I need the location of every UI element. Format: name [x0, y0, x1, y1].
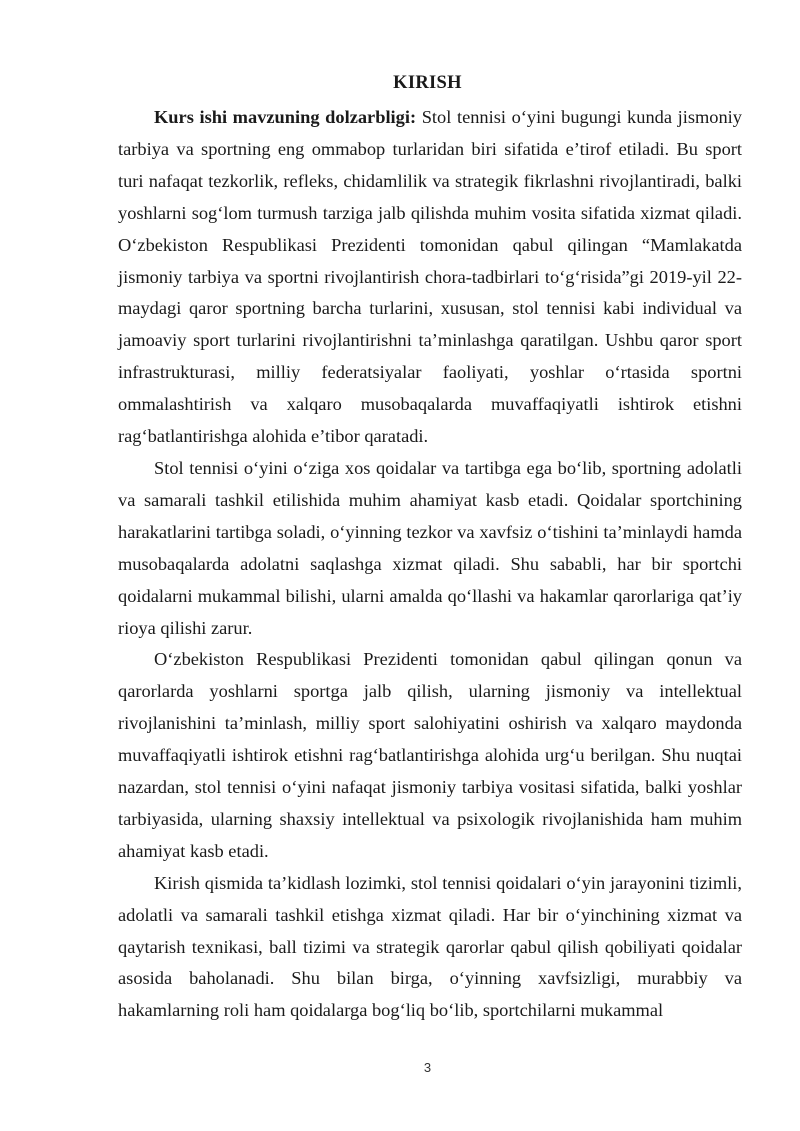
paragraph-laws: O‘zbekiston Respublikasi Prezidenti tomonidan qabul qilingan qonun va qarorlarda yoshlarni sportga jalb qilish, ularning jismoniy va intellektual rivojlanishini ta’minlash, milliy sport salohiyatini oshirish va xalqaro maydonda muvaffaqiyatli ishtirok etishni rag‘batlantirishga alohida urg‘u berilgan. Shu nuqtai nazardan, stol tennisi o‘yini nafaqat jismoniy tarbiya vositasi sifatida, balki yoshlar tarbiyasida, ularning shaxsiy intellektual va psixologik rivojlanishida ham muhim ahamiyat kasb etadi.	[118, 649, 742, 861]
paragraph-rules: Stol tennisi o‘yini o‘ziga xos qoidalar va tartibga ega bo‘lib, sportning adolatli va samarali tashkil etilishida muhim ahamiyat kasb etadi. Qoidalar sportchining harakatlarini tartibga soladi, o‘yinning tezkor va xavfsiz o‘tishini ta’minlaydi hamda musobaqalarda adolatni saqlashga xizmat qiladi. Shu sababli, har bir sportchi qoidalarni mukammal bilishi, ularni amalda qo‘llashi va hakamlar qarorlariga qat’iy rioya qilishi zarur.	[118, 457, 742, 638]
body-text	[118, 102, 742, 1027]
page-number: 3	[423, 1060, 432, 1075]
paragraph-text: Stol tennisi o‘yini bugungi kunda jismoniy tarbiya va sportning eng ommabop turlaridan biri sifatida e’tirof etiladi. Bu sport turi nafaqat tezkorlik, refleks, chidamlilik va strategik fikrlashni rivojlantiradi, balki yoshlarni sog‘lom turmush tarziga jalb qilishda muhim vosita sifatida xizmat qiladi. O‘zbekiston Respublikasi Prezidenti tomonidan qabul qilingan “Mamlakatda jismoniy tarbiya va sportni rivojlantirish chora-tadbirlari to‘g‘risida”gi 2019-yil 22-maydagi qaror sportning barcha turlarini, xususan, stol tennisi kabi individual va jamoaviy sport turlarini rivojlantirishni ta’minlashga qaratilgan. Ushbu qaror sport infrastrukturasi, milliy federatsiyalar faoliyati, yoshlar o‘rtasida sportni ommalashtirish va xalqaro musobaqalarda muvaffaqiyatli ishtirok etishni rag‘batlantirishga alohida e’tibor qaratadi.	[118, 107, 742, 447]
paragraph-introduction: Kirish qismida ta’kidlash lozimki, stol tennisi qoidalari o‘yin jarayonini tizimli, adolatli va samarali tashkil etishga xizmat qiladi. Har bir o‘yinchining xizmat va qaytarish texnikasi, ball tizimi va strategik qarorlar qabul qilish qobiliyati qoidalar asosida baholanadi. Shu bilan birga, o‘yinning xavfsizligi, murabbiy va hakamlarning roli ham qoidalarga bog‘liq bo‘lib, sportchilarni mukammal	[118, 872, 742, 1021]
page-heading: KIRISH	[393, 73, 462, 93]
paragraph-relevance	[118, 102, 742, 453]
paragraph-lead: Kurs ishi mavzuning dolzarbligi:	[154, 107, 417, 127]
